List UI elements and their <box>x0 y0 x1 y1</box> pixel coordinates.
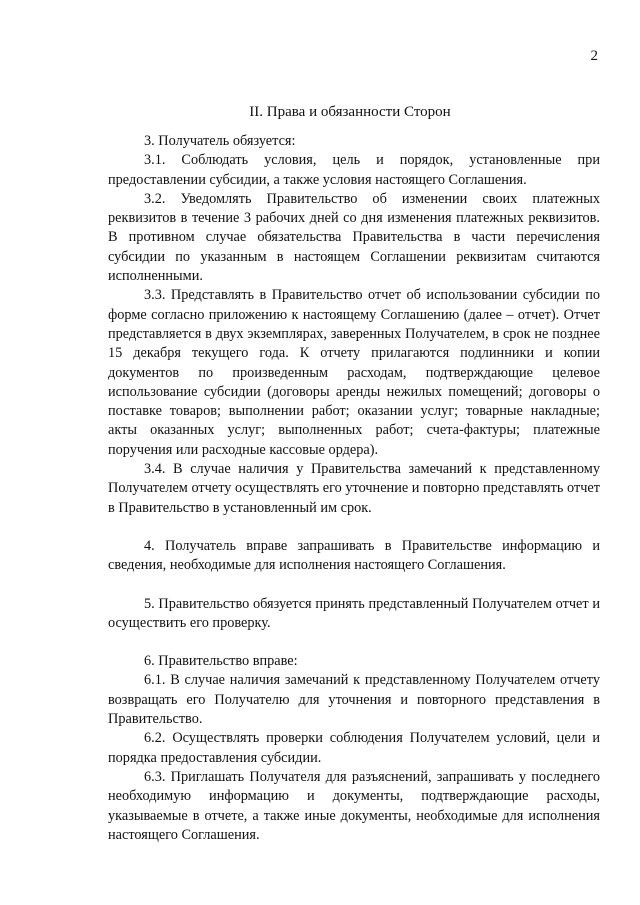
paragraph: 3.4. В случае наличия у Правительства замечаний к представленному Получателем отчету осуществлять его уточнение и повторно представлять отчет в Правительство в установленный им срок. <box>108 461 600 516</box>
paragraph: 5. Правительство обязуется принять представленный Получателем отчет и осуществить его проверку. <box>108 595 600 631</box>
paragraph: 4. Получатель вправе запрашивать в Правительстве информацию и сведения, необходимые для исполнения настоящего Соглашения. <box>108 537 600 574</box>
paragraph: 3.3. Представлять в Правительство отчет об использовании субсидии по форме согласно приложению к настоящему Соглашению (далее – отчет). Отчет представляется в двух экземплярах, заверенных Получателем, в срок не позднее 15 декабря текущего года. К отчету прилагаются подлинники и копии документов по произведенным расходам, подтверждающие целевое использование субсидии (договоры аренды нежилых помещений; договоры о поставке товаров; выполнении работ; оказании услуг; товарные накладные; акты оказанных услуг; выполненных работ; счета-фактуры; платежные поручения или расходные кассовые ордера). <box>108 287 600 458</box>
paragraph: 6. Правительство вправе: <box>144 653 298 670</box>
paragraph: 6.2. Осуществлять проверки соблюдения Получателем условий, цели и порядка предоставления субсидии. <box>108 730 600 766</box>
document-body <box>108 132 600 845</box>
paragraph: 3. Получатель обязуется: <box>144 133 296 149</box>
paragraph: 3.1. Соблюдать условия, цель и порядок, установленные при предоставлении субсидии, а также условия настоящего Соглашения. <box>108 152 600 188</box>
page-number: 2 <box>590 48 598 64</box>
paragraph: 6.3. Приглашать Получателя для разъяснений, запрашивать у последнего необходимую информацию и документы, подтверждающие расходы, указываемые в отчете, а также иные документы, необходимые для исполнения настоящего Соглашения. <box>108 768 600 843</box>
paragraph: 6.1. В случае наличия замечаний к представленному Получателем отчету возвращать его Получателю для уточнения и повторного представления в Правительство. <box>108 672 600 728</box>
section-title: II. Права и обязанности Сторон <box>249 104 451 120</box>
paragraph: 3.2. Уведомлять Правительство об изменении своих платежных реквизитов в течение 3 рабочих дней со дня изменения платежных реквизитов. В противном случае обязательства Правительства в части перечисления субсидии по указанным в настоящем Соглашении реквизитам считаются исполненными. <box>108 190 600 285</box>
